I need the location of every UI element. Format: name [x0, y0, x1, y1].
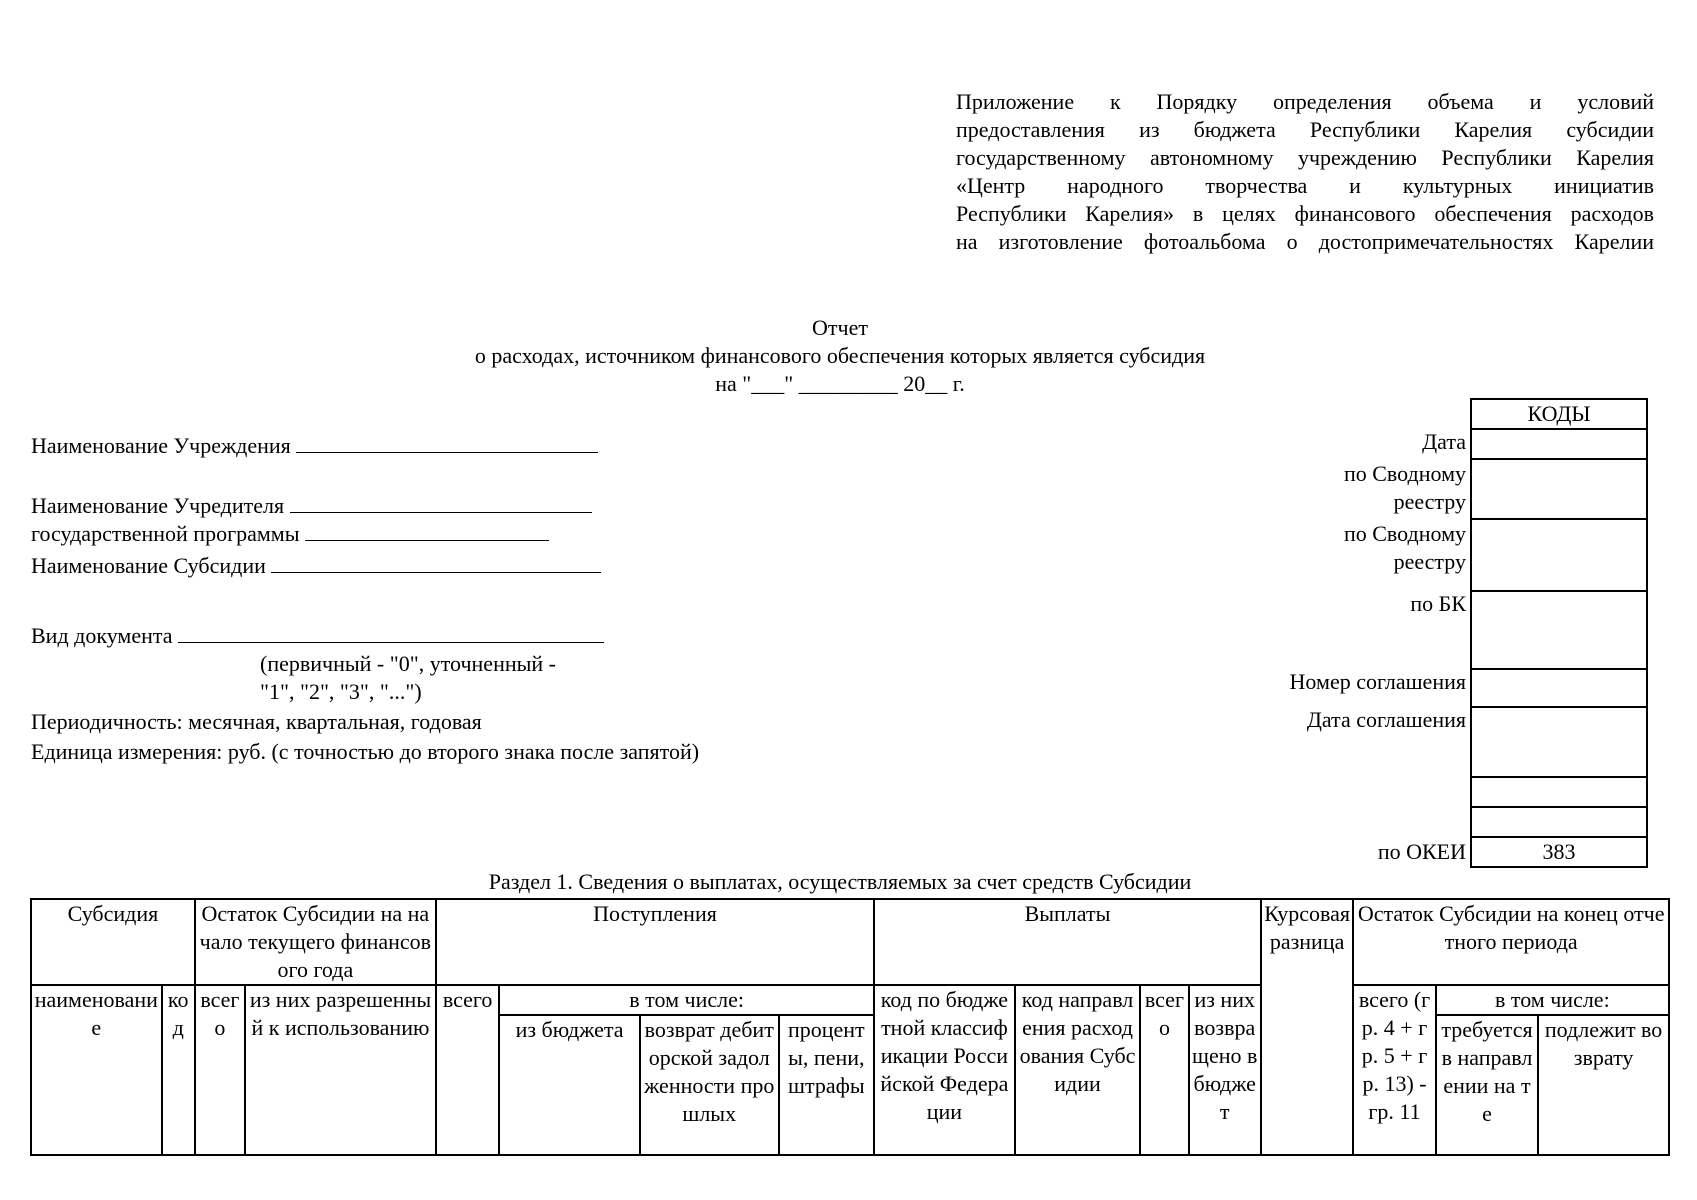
appendix-line: на изготовление фотоальбома о достопримечательностях Карелии	[956, 229, 1654, 254]
title-line-2: о расходах, источником финансового обеспечения которых является субсидия	[474, 343, 1206, 368]
code-label-registry-1b: реестру	[1393, 489, 1466, 514]
institution-field	[31, 432, 598, 460]
col-returned: из них возвращено в бюджет	[1189, 985, 1261, 1155]
col-from-budget: из бюджета	[499, 1015, 640, 1155]
col-to-return: подлежит возврату	[1538, 1015, 1669, 1155]
code-label-date: Дата	[1422, 429, 1466, 454]
payments-table	[30, 898, 1670, 1156]
code-label-registry-1a: по Сводному	[1343, 461, 1466, 486]
program-blank[interactable]	[305, 520, 549, 541]
appendix-line: государственному автономному учреждению Республики Карелия	[956, 145, 1654, 170]
col-receipts-including: в том числе:	[499, 985, 874, 1015]
code-label-okei: по ОКЕИ	[1377, 839, 1466, 864]
code-cell-agreement-date[interactable]	[1472, 708, 1646, 778]
code-cell-extra-1[interactable]	[1472, 778, 1646, 808]
appendix-note	[956, 88, 1654, 256]
program-label: государственной программы	[31, 521, 300, 546]
col-interest: проценты, пени, штрафы	[779, 1015, 874, 1155]
code-cell-okei: 383	[1542, 839, 1576, 864]
section-title: Раздел 1. Сведения о выплатах, осуществляемых за счет средств Субсидии	[488, 869, 1192, 894]
subsidy-label: Наименование Субсидии	[31, 553, 266, 578]
code-label-agreement-date: Дата соглашения	[1306, 707, 1466, 732]
col-total-start: всего	[195, 985, 245, 1155]
code-cell-registry-2[interactable]	[1472, 520, 1646, 592]
code-cell-agreement-no[interactable]	[1472, 670, 1646, 708]
title-line-3: на "___" _________ 20__ г.	[715, 371, 965, 396]
institution-label: Наименование Учреждения	[31, 433, 291, 458]
title-line-1: Отчет	[812, 315, 868, 340]
code-label-registry-2a: по Сводному	[1343, 521, 1466, 546]
header-payments: Выплаты	[874, 899, 1261, 985]
code-label-agreement-no: Номер соглашения	[1289, 669, 1466, 694]
col-name: наименование	[31, 985, 162, 1155]
col-total-end: всего (гр. 4 + гр. 5 + гр. 13) - гр. 11	[1353, 985, 1435, 1155]
doc-type-label: Вид документа	[31, 623, 173, 648]
doc-type-hint-1: (первичный - "0", уточненный -	[260, 651, 556, 676]
header-balance-start: Остаток Субсидии на начало текущего финансового года	[195, 899, 436, 985]
subsidy-field	[31, 552, 601, 580]
codes-header: КОДЫ	[1472, 400, 1646, 430]
institution-blank[interactable]	[296, 432, 598, 453]
report-title	[0, 314, 1680, 398]
code-label-bk: по БК	[1410, 591, 1466, 616]
appendix-line: «Центр народного творчества и культурных инициатив	[956, 173, 1654, 198]
col-debt-return: возврат дебиторской задолженности прошлых	[640, 1015, 779, 1155]
col-required: требуется в направлении на те	[1436, 1015, 1538, 1155]
appendix-line: предоставления из бюджета Республики Карелия субсидии	[956, 117, 1654, 142]
header-subsidy: Субсидия	[31, 899, 195, 985]
col-total-payments: всего	[1140, 985, 1188, 1155]
col-end-including: в том числе:	[1436, 985, 1669, 1015]
header-balance-end: Остаток Субсидии на конец отчетного периода	[1353, 899, 1669, 985]
founder-blank[interactable]	[290, 492, 592, 513]
col-total-receipts: всего	[436, 985, 499, 1155]
code-cell-date[interactable]	[1472, 430, 1646, 460]
code-cell-bk[interactable]	[1472, 592, 1646, 670]
program-field	[31, 520, 549, 548]
col-allowed: из них разрешенный к использованию	[245, 985, 436, 1155]
founder-field	[31, 492, 592, 520]
codes-box	[1470, 398, 1648, 868]
appendix-line: Республики Карелия» в целях финансового обеспечения расходов	[956, 201, 1654, 226]
doc-type-blank[interactable]	[178, 622, 604, 643]
code-cell-registry-1[interactable]	[1472, 460, 1646, 520]
header-exchange-diff: Курсовая разница	[1261, 899, 1353, 1155]
appendix-line: Приложение к Порядку определения объема и условий	[956, 89, 1654, 114]
col-bk-code: код по бюджетной классификации Российской Федерации	[874, 985, 1015, 1155]
code-label-registry-2b: реестру	[1393, 549, 1466, 574]
col-code: код	[162, 985, 195, 1155]
header-receipts: Поступления	[436, 899, 874, 985]
doc-type-field	[31, 622, 604, 650]
unit-text: Единица измерения: руб. (с точностью до второго знака после запятой)	[31, 739, 700, 764]
subsidy-blank[interactable]	[271, 552, 601, 573]
col-direction-code: код направления расходования Субсидии	[1015, 985, 1141, 1155]
founder-label: Наименование Учредителя	[31, 493, 285, 518]
code-cell-extra-2[interactable]	[1472, 808, 1646, 838]
periodicity-text: Периодичность: месячная, квартальная, годовая	[31, 709, 482, 734]
doc-type-hint-2: "1", "2", "3", "...")	[260, 679, 422, 704]
